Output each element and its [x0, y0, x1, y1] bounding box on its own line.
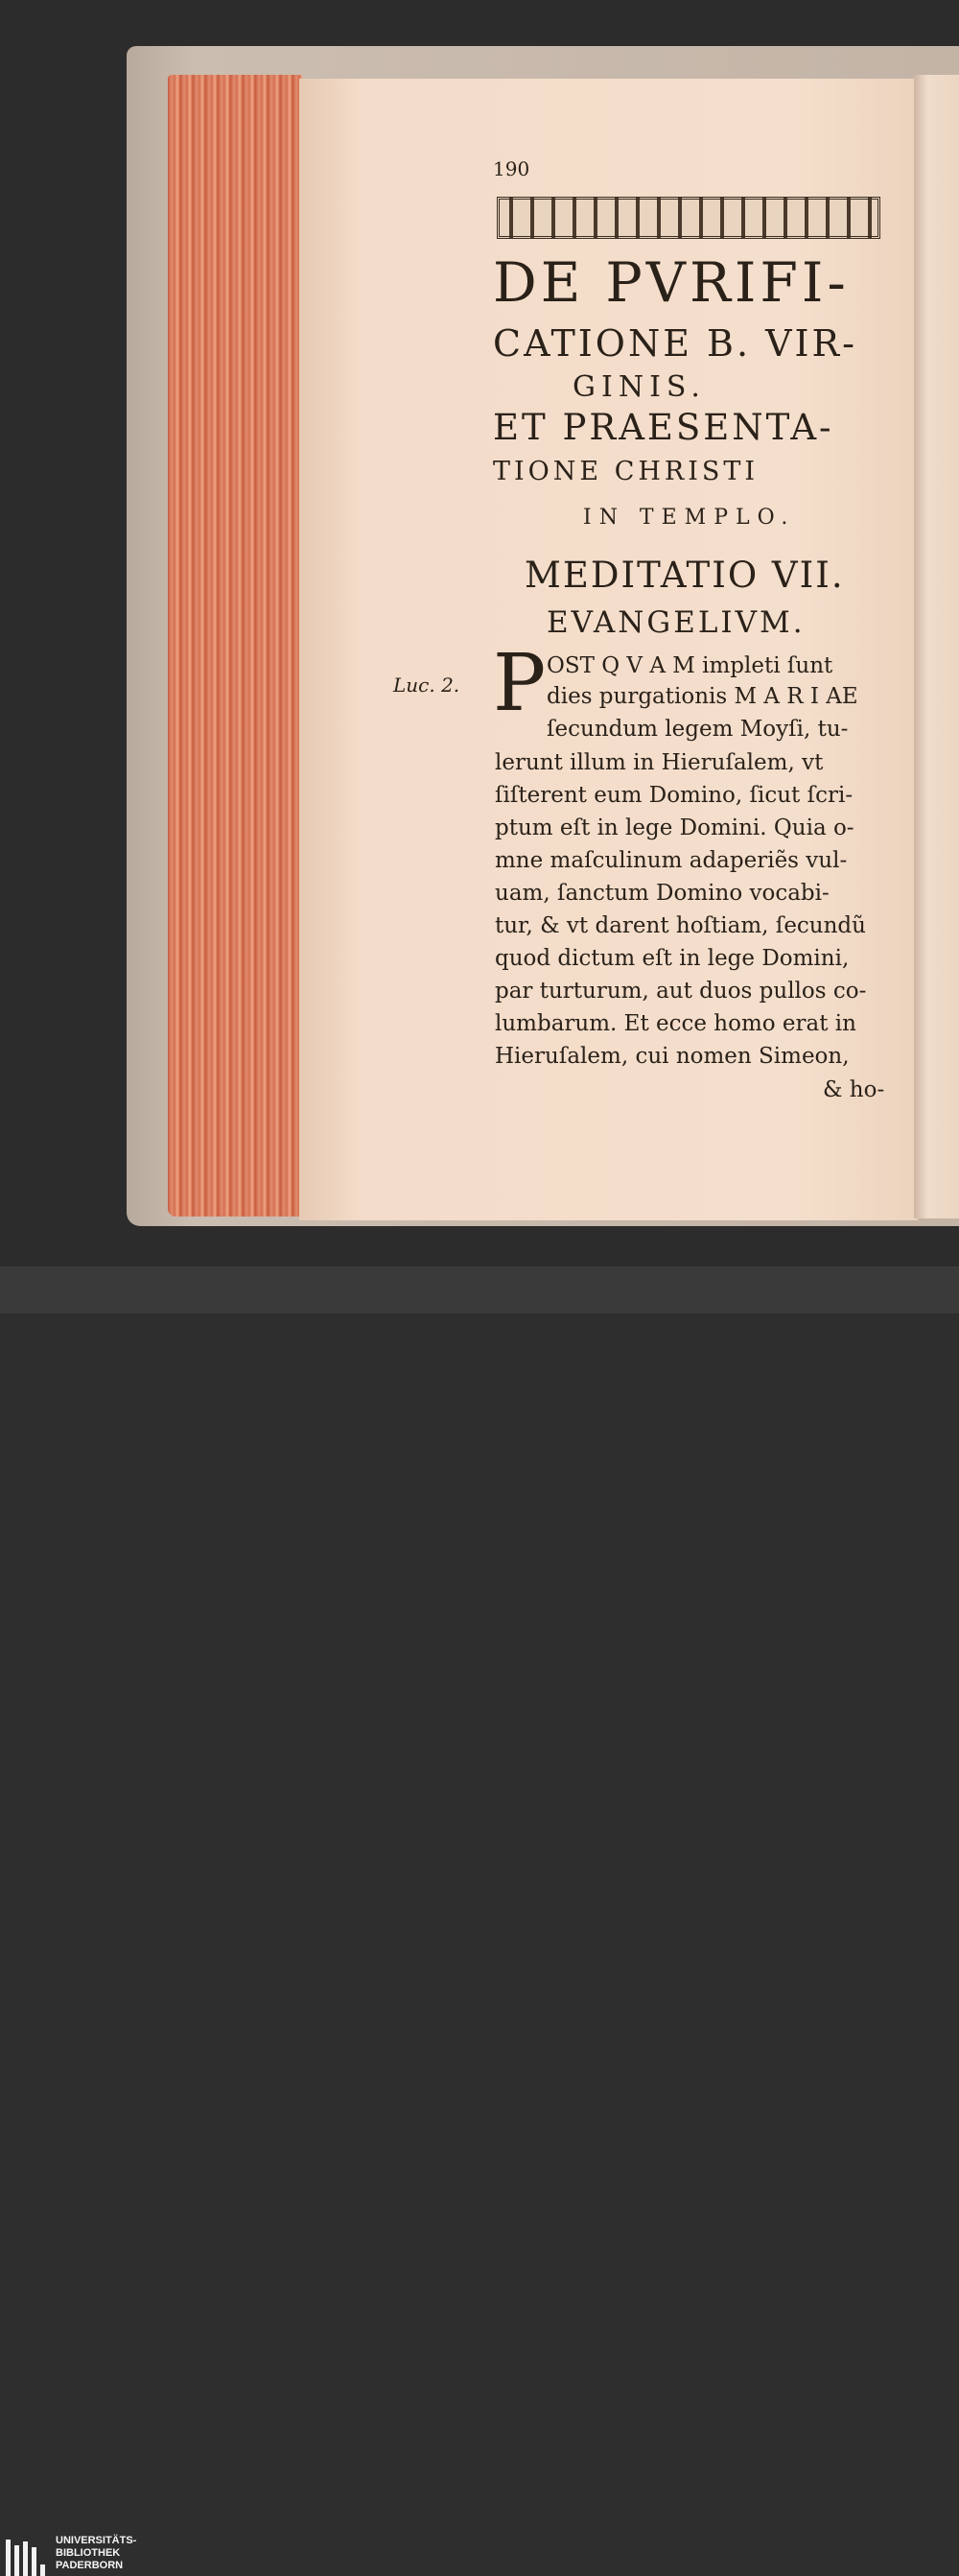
body-line: lumbarum. Et ecce homo erat in — [495, 1011, 856, 1036]
body-line: mne maſculinum adaperiẽs vul- — [495, 848, 848, 873]
viewer-footer — [0, 1266, 959, 2571]
title-line-3: GINIS. — [573, 370, 706, 404]
body-line: OST Q V A M impleti ſunt — [547, 653, 833, 678]
body-line: ſiſterent eum Domino, ſicut ſcri- — [495, 783, 854, 808]
body-line: ptum eſt in lege Domini. Quia o- — [495, 815, 854, 840]
title-line-4: ET PRAESENTA- — [493, 407, 834, 448]
body-line: Hieruſalem, cui nomen Simeon, — [495, 1044, 850, 1069]
title-line-6: IN TEMPLO. — [583, 506, 796, 530]
body-line: quod dictum eſt in lege Domini, — [495, 946, 850, 971]
evangelium-heading: EVANGELIVM. — [547, 605, 806, 640]
decorative-header-band — [497, 197, 880, 239]
title-line-2: CATIONE B. VIR- — [493, 322, 858, 365]
meditation-heading: MEDITATIO VII. — [525, 555, 845, 596]
margin-reference: Luc. 2. — [393, 674, 460, 697]
body-line: tur, & vt darent hoſtiam, ſecundũ — [495, 913, 866, 938]
page-edges — [168, 75, 302, 1217]
page-number: 190 — [493, 157, 530, 180]
title-line-1: DE PVRIFI- — [493, 251, 850, 315]
drop-cap: P — [493, 638, 547, 729]
body-line: par turturum, aut duos pullos co- — [495, 979, 867, 1004]
title-line-5: TIONE CHRISTI — [493, 457, 760, 486]
library-logo-icon — [6, 2540, 52, 2576]
body-line: uam, ſanctum Domino vocabi- — [495, 881, 830, 906]
catchword: & ho- — [823, 1077, 885, 1102]
body-line: dies purgationis M A R I AE — [547, 684, 858, 709]
body-line: ſecundum legem Moyſi, tu- — [547, 717, 849, 742]
scan-background — [0, 0, 959, 1266]
facing-page-edge — [914, 75, 959, 1218]
body-line: lerunt illum in Hieruſalem, vt — [495, 750, 824, 775]
library-logo-text: UNIVERSITÄTS- BIBLIOTHEK PADERBORN — [56, 2535, 137, 2571]
